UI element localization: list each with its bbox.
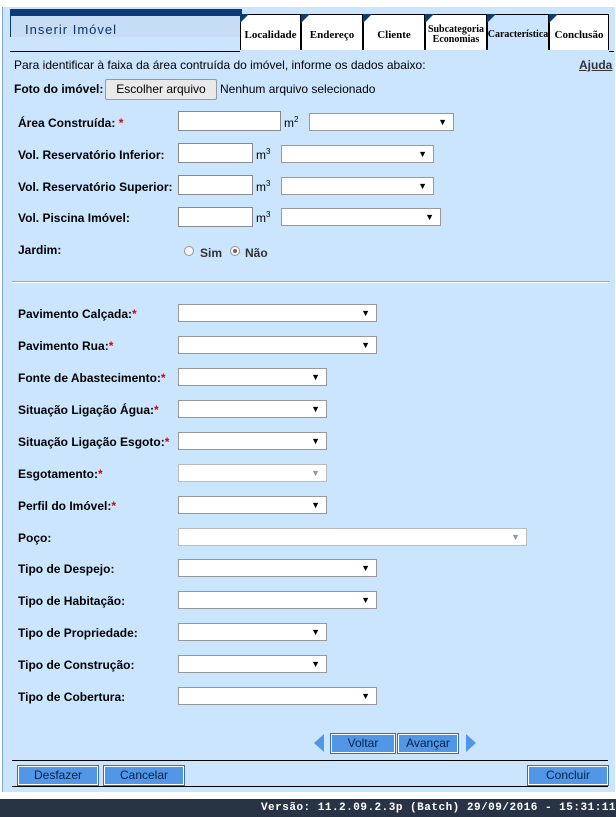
select-label: Pavimento Calçada:* bbox=[18, 307, 137, 321]
res-inferior-select[interactable] bbox=[281, 145, 434, 163]
tab-endereco[interactable]: Endereço bbox=[301, 14, 363, 50]
tab-cliente[interactable]: Cliente bbox=[363, 14, 425, 50]
chevron-down-icon: ▼ bbox=[361, 563, 370, 573]
choose-file-button[interactable]: Escolher arquivo bbox=[105, 79, 217, 100]
chevron-down-icon: ▼ bbox=[311, 436, 320, 446]
help-link[interactable]: Ajuda bbox=[579, 58, 613, 72]
select-field[interactable] bbox=[178, 336, 377, 354]
select-field[interactable] bbox=[178, 304, 377, 322]
res-superior-unit: $m^3$ bbox=[256, 179, 271, 194]
chevron-down-icon: ▼ bbox=[361, 340, 370, 350]
res-superior-label: Vol. Reservatório Superior: bbox=[18, 180, 173, 194]
section-divider bbox=[12, 281, 610, 283]
intro-text: Para identificar à faixa da área contruída do imóvel, informe os dados abaixo: bbox=[14, 58, 426, 72]
chevron-down-icon: ▼ bbox=[418, 181, 427, 191]
chevron-down-icon: ▼ bbox=[311, 372, 320, 382]
piscina-unit: $m^3$ bbox=[256, 210, 271, 225]
chevron-down-icon: ▼ bbox=[311, 468, 320, 478]
select-field[interactable] bbox=[178, 687, 377, 705]
select-label: Perfil do Imóvel:* bbox=[18, 499, 117, 513]
select-label: Tipo de Despejo: bbox=[18, 562, 115, 576]
back-button[interactable]: Voltar bbox=[331, 734, 395, 753]
res-superior-input[interactable] bbox=[178, 175, 253, 195]
page-title: Inserir Imóvel bbox=[25, 22, 118, 37]
jardim-sim-label: Sim bbox=[200, 246, 223, 260]
jardim-sim-radio[interactable] bbox=[184, 246, 194, 256]
select-label: Tipo de Propriedade: bbox=[18, 626, 138, 640]
select-label: Poço: bbox=[18, 531, 52, 545]
area-range-select[interactable] bbox=[309, 113, 454, 131]
chevron-down-icon: ▼ bbox=[511, 532, 520, 542]
res-superior-select[interactable] bbox=[281, 177, 434, 195]
select-field[interactable] bbox=[178, 591, 377, 609]
next-arrow-icon[interactable] bbox=[466, 734, 476, 752]
res-inferior-label: Vol. Reservatório Inferior: bbox=[18, 148, 165, 162]
piscina-input[interactable] bbox=[178, 207, 253, 227]
tab-conclusao[interactable]: Conclusão bbox=[549, 14, 609, 50]
photo-label: Foto do imóvel: bbox=[14, 82, 104, 96]
area-unit: $m^2$ bbox=[284, 115, 299, 130]
chevron-down-icon: ▼ bbox=[311, 404, 320, 414]
area-label: Área Construída: * bbox=[18, 116, 124, 130]
select-field[interactable] bbox=[178, 400, 327, 418]
select-field[interactable] bbox=[178, 655, 327, 673]
select-field[interactable] bbox=[178, 464, 327, 482]
jardim-label: Jardim: bbox=[18, 243, 62, 257]
finish-button[interactable]: Concluir bbox=[528, 766, 608, 785]
chevron-down-icon: ▼ bbox=[418, 149, 427, 159]
select-field[interactable] bbox=[178, 496, 327, 514]
tab-caracteristica[interactable]: Característica bbox=[487, 14, 549, 50]
chevron-down-icon: ▼ bbox=[361, 308, 370, 318]
chevron-down-icon: ▼ bbox=[311, 659, 320, 669]
select-field[interactable] bbox=[178, 623, 327, 641]
select-field[interactable] bbox=[178, 559, 377, 577]
chevron-down-icon: ▼ bbox=[311, 500, 320, 510]
jardim-nao-label: Não bbox=[245, 246, 268, 260]
next-button[interactable]: Avançar bbox=[398, 734, 458, 753]
select-label: Situação Ligação Esgoto:* bbox=[18, 435, 170, 449]
select-field[interactable] bbox=[178, 368, 327, 386]
tab-localidade[interactable]: Localidade bbox=[240, 14, 301, 50]
tab-subcategoria[interactable]: Subcategoria Economias bbox=[425, 14, 487, 50]
back-arrow-icon[interactable] bbox=[314, 734, 324, 752]
cancel-button[interactable]: Cancelar bbox=[104, 766, 184, 785]
select-label: Tipo de Construção: bbox=[18, 658, 135, 672]
file-status: Nenhum arquivo selecionado bbox=[220, 82, 376, 96]
chevron-down-icon: ▼ bbox=[361, 595, 370, 605]
chevron-down-icon: ▼ bbox=[361, 691, 370, 701]
res-inferior-input[interactable] bbox=[178, 143, 253, 163]
select-label: Pavimento Rua:* bbox=[18, 339, 114, 353]
piscina-select[interactable] bbox=[281, 208, 441, 226]
select-label: Tipo de Cobertura: bbox=[18, 690, 126, 704]
version-status-bar: Versão: 11.2.09.2.3p (Batch) 29/09/2016 - 15:31:11 bbox=[0, 799, 616, 817]
select-label: Tipo de Habitação: bbox=[18, 594, 126, 608]
chevron-down-icon: ▼ bbox=[311, 627, 320, 637]
select-label: Situação Ligação Água:* bbox=[18, 403, 159, 417]
chevron-down-icon: ▼ bbox=[425, 212, 434, 222]
res-inferior-unit: $m^3$ bbox=[256, 147, 271, 162]
page-title-bar bbox=[10, 9, 242, 37]
select-field[interactable] bbox=[178, 432, 327, 450]
piscina-label: Vol. Piscina Imóvel: bbox=[18, 211, 130, 225]
select-label: Fonte de Abastecimento:* bbox=[18, 371, 166, 385]
jardim-nao-radio[interactable] bbox=[230, 246, 240, 256]
select-field[interactable] bbox=[178, 528, 527, 546]
chevron-down-icon: ▼ bbox=[438, 117, 447, 127]
select-label: Esgotamento:* bbox=[18, 467, 103, 481]
area-input[interactable] bbox=[178, 111, 281, 131]
undo-button[interactable]: Desfazer bbox=[18, 766, 98, 785]
